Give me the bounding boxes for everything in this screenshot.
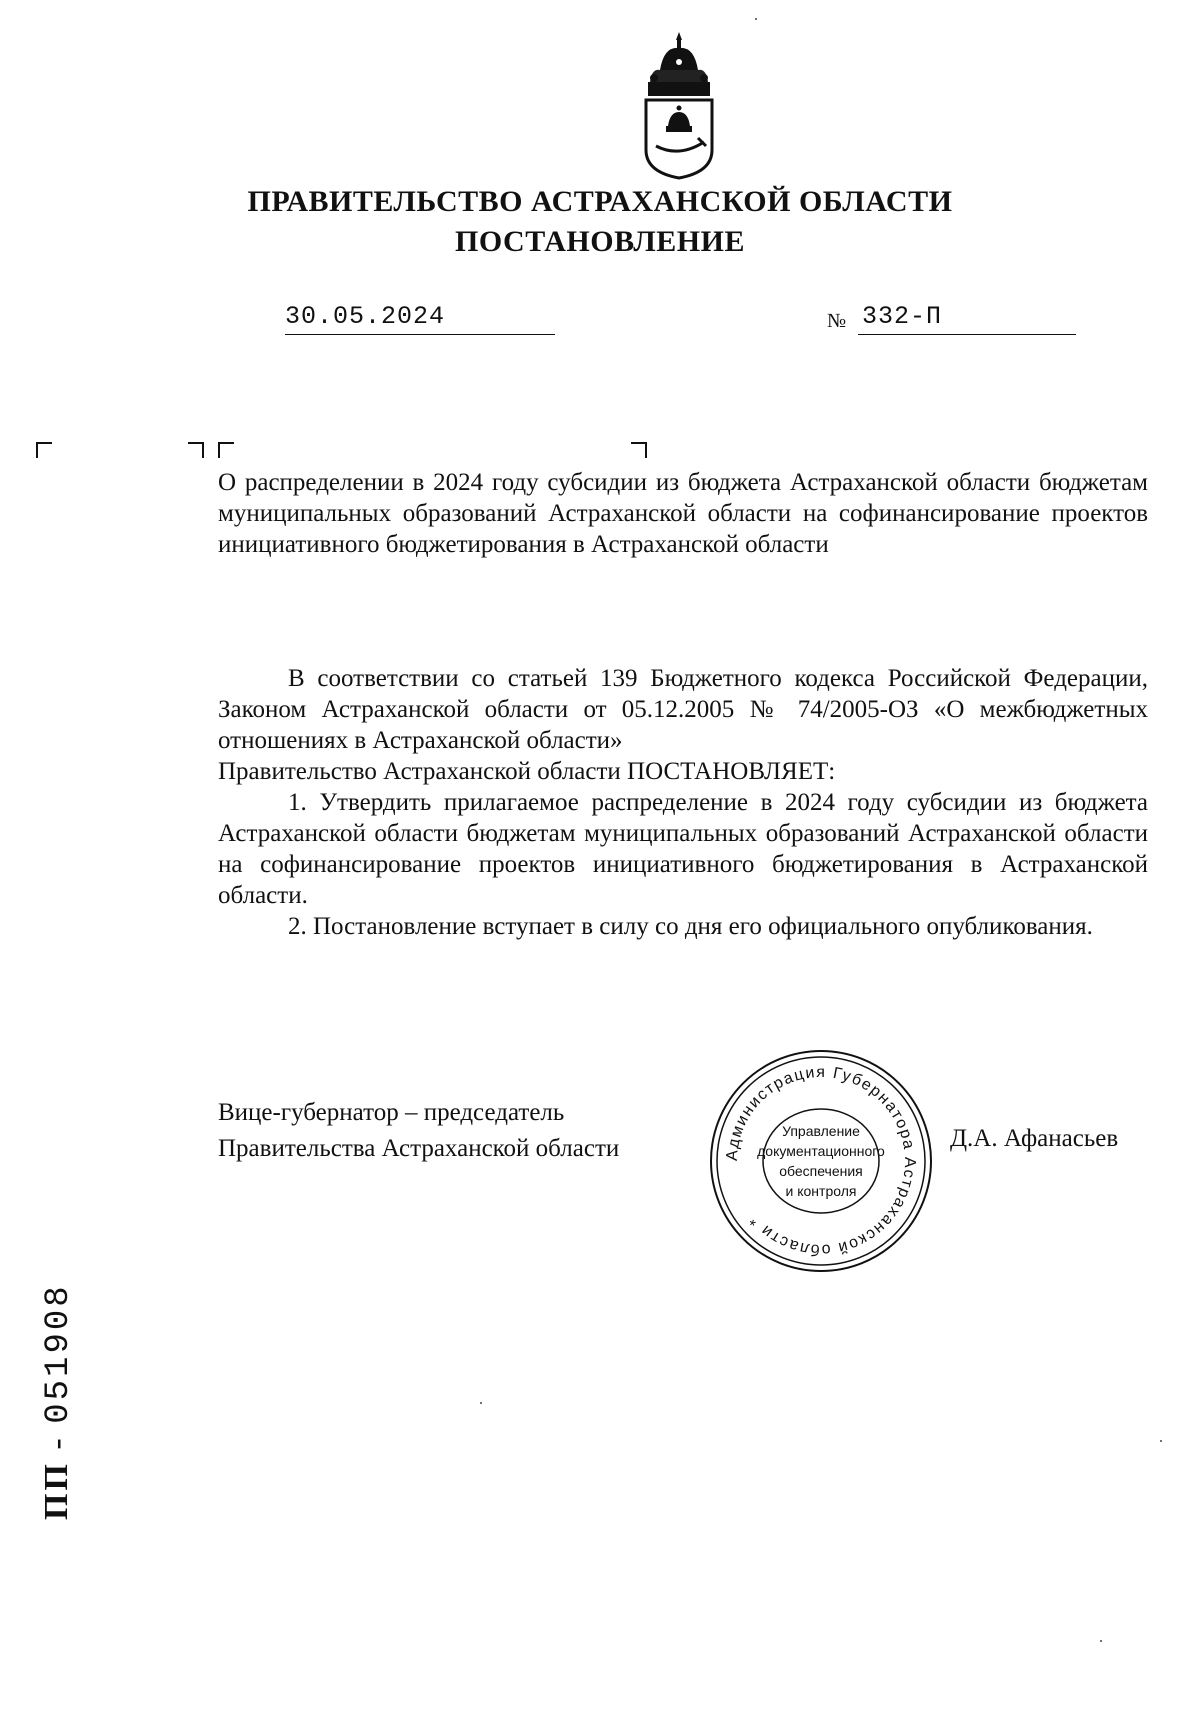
scan-speck	[755, 18, 757, 20]
number-underline	[858, 334, 1076, 335]
document-number: 332-П	[862, 302, 943, 331]
stamp-center-line-1: Управление	[782, 1123, 860, 1139]
svg-text:Администрация Губернатора Астр	[724, 1064, 918, 1258]
scan-speck	[1100, 1640, 1102, 1642]
serial-separator: -	[38, 1423, 75, 1462]
item-2-paragraph: 2. Постановление вступает в силу со дня его официального опубликования.	[288, 913, 1093, 940]
document-body	[218, 663, 1148, 942]
signer-name: Д.А. Афанасьев	[950, 1125, 1119, 1152]
stamp-center-line-2: документационного	[757, 1143, 885, 1159]
official-round-stamp	[708, 1048, 934, 1274]
number-sign: №	[827, 310, 847, 332]
document-date: 30.05.2024	[285, 302, 446, 331]
stamp-center-line-3: обеспечения	[779, 1163, 863, 1179]
document-type-title: ПОСТАНОВЛЕНИЕ	[455, 225, 745, 258]
serial-digits: 051908	[40, 1283, 78, 1424]
serial-number	[38, 1283, 78, 1520]
signer-position-line-1: Вице-губернатор – председатель	[218, 1099, 565, 1126]
document-subject: О распределении в 2024 году субсидии из бюджета Астраханской области бюджетам муниципальных образований Астраханской области на софинансирование проектов инициативного бюджетирования в Астраханской области	[218, 469, 1148, 558]
preamble-paragraph: В соответствии со статьей 139 Бюджетного кодекса Российской Федерации, Законом Астраханской области от 05.12.2005 № 74/2005-ОЗ «О межбюджетных отношениях в Астраханской области»	[218, 665, 1148, 754]
left-margin-corner-mark	[36, 442, 52, 458]
signer-position-line-2: Правительства Астраханской области	[218, 1135, 620, 1162]
decree-paragraph: Правительство Астраханской области ПОСТАНОВЛЯЕТ:	[218, 758, 836, 785]
serial-prefix: ПП	[38, 1461, 75, 1520]
coat-of-arms-emblem	[638, 30, 720, 180]
scan-speck	[480, 1402, 482, 1404]
subject-corner-mark-start	[218, 442, 234, 458]
stamp-center-line-4: и контроля	[785, 1183, 857, 1199]
scan-speck	[1160, 1440, 1162, 1442]
organization-title: ПРАВИТЕЛЬСТВО АСТРАХАНСКОЙ ОБЛАСТИ	[247, 185, 953, 218]
stamp-ring-text: Администрация Губернатора Астраханской области *	[723, 1063, 919, 1259]
item-1-paragraph: 1. Утвердить прилагаемое распределение в 2024 году субсидии из бюджета Астраханской области бюджетам муниципальных образований Астраханской области на софинансирование проектов инициативного бюджетирования в Астраханской области.	[218, 789, 1148, 909]
signer-position	[218, 1095, 619, 1167]
left-margin-corner-mark-end	[188, 442, 204, 458]
date-underline	[285, 334, 555, 335]
subject-corner-mark-end	[631, 442, 647, 458]
